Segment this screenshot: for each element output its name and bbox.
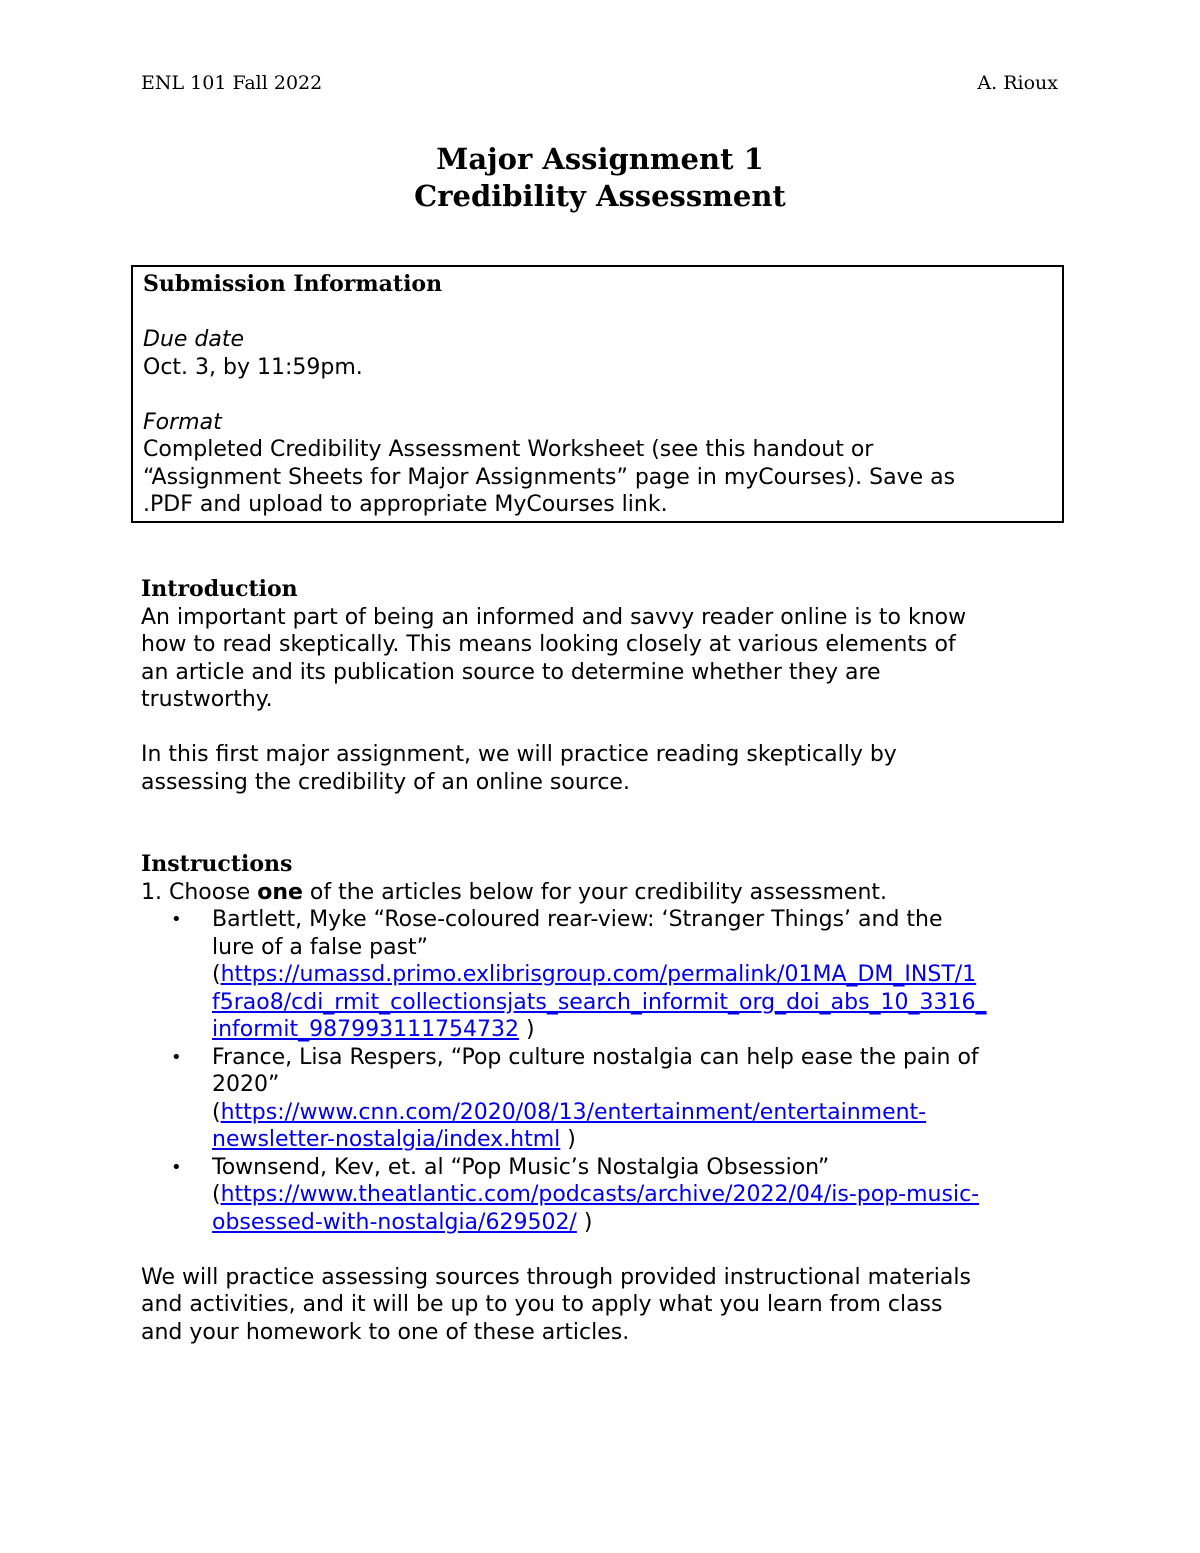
article-citation: 2020”: [212, 1072, 280, 1097]
author-header: A. Rioux: [977, 72, 1058, 94]
format-line: .PDF and upload to appropriate MyCourses link.: [143, 492, 668, 517]
emphasis-one: one: [257, 879, 303, 905]
bullet-icon: •: [171, 1046, 182, 1068]
submission-info-box: [131, 265, 1064, 523]
title-line-1: Major Assignment 1: [436, 142, 764, 176]
article-item: • Townsend, Kev, et. al “Pop Music’s Nostalgia Obsession” (https://www.theatlantic.com/podcasts/archive/2022/04/is-pop-music- obsessed-with-nostalgia/629502/ ): [212, 1154, 1076, 1237]
article-item: • Bartlett, Myke “Rose-coloured rear-view: ‘Stranger Things’ and the lure of a false past” (https://umassd.primo.exlibrisgroup.com/permalink/01MA_DM_INST/1 f5rao8/cdi_rmit_collectionsjats_search_informit_org_doi_abs_10_3316_ informit_987993111754732 ): [212, 906, 1076, 1044]
bullet-icon: •: [171, 909, 182, 930]
intro-line: assessing the credibility of an online source.: [141, 769, 630, 795]
title-line-2: Credibility Assessment: [414, 179, 786, 213]
introduction-heading: Introduction: [141, 576, 298, 602]
article-link[interactable]: https://umassd.primo.exlibrisgroup.com/permalink/01MA_DM_INST/1: [220, 962, 977, 987]
article-item: • France, Lisa Respers, “Pop culture nostalgia can help ease the pain of 2020” (https://www.cnn.com/2020/08/13/entertainment/entertainment- newsletter-nostalgia/index.html ): [212, 1044, 1076, 1154]
article-link[interactable]: https://www.theatlantic.com/podcasts/archive/2022/04/is-pop-music-: [220, 1182, 980, 1207]
intro-line: how to read skeptically. This means looking closely at various elements of: [141, 632, 956, 657]
intro-line: an article and its publication source to determine whether they are: [141, 659, 881, 685]
article-link[interactable]: obsessed-with-nostalgia/629502/: [212, 1209, 577, 1235]
intro-line: An important part of being an informed and savvy reader online is to know: [141, 604, 967, 630]
article-link[interactable]: f5rao8/cdi_rmit_collectionsjats_search_informit_org_doi_abs_10_3316_: [212, 989, 987, 1015]
closing-line: We will practice assessing sources through provided instructional materials: [141, 1264, 971, 1290]
article-link[interactable]: informit_987993111754732: [212, 1017, 520, 1042]
instructions-heading: Instructions: [141, 851, 293, 877]
intro-line: In this first major assignment, we will practice reading skeptically by: [141, 742, 897, 767]
article-citation: lure of a false past”: [212, 934, 429, 960]
article-list: [141, 906, 1076, 1236]
document-body: [141, 576, 1076, 1346]
instruction-step-1: 1. Choose one of the articles below for your credibility assessment.: [141, 879, 888, 905]
bullet-icon: •: [171, 1156, 182, 1178]
due-date-label: Due date: [143, 327, 245, 352]
due-date-value: Oct. 3, by 11:59pm.: [143, 354, 363, 380]
closing-line: and activities, and it will be up to you to apply what you learn from class: [141, 1292, 943, 1317]
format-line: “Assignment Sheets for Major Assignments” page in myCourses). Save as: [143, 464, 956, 490]
intro-line: trustworthy.: [141, 687, 273, 712]
article-citation: Bartlett, Myke “Rose-coloured rear-view: ‘Stranger Things’ and the: [212, 907, 943, 932]
format-line: Completed Credibility Assessment Worksheet (see this handout or: [143, 437, 874, 462]
article-link[interactable]: https://www.cnn.com/2020/08/13/entertainment/entertainment-: [220, 1099, 927, 1125]
article-citation: Townsend, Kev, et. al “Pop Music’s Nostalgia Obsession”: [212, 1154, 830, 1180]
course-header: ENL 101 Fall 2022: [141, 72, 323, 94]
submission-heading: Submission Information: [143, 271, 443, 297]
article-citation: France, Lisa Respers, “Pop culture nostalgia can help ease the pain of: [212, 1044, 979, 1070]
format-label: Format: [143, 409, 222, 435]
article-link[interactable]: newsletter-nostalgia/index.html: [212, 1127, 561, 1152]
closing-line: and your homework to one of these articles.: [141, 1319, 630, 1345]
